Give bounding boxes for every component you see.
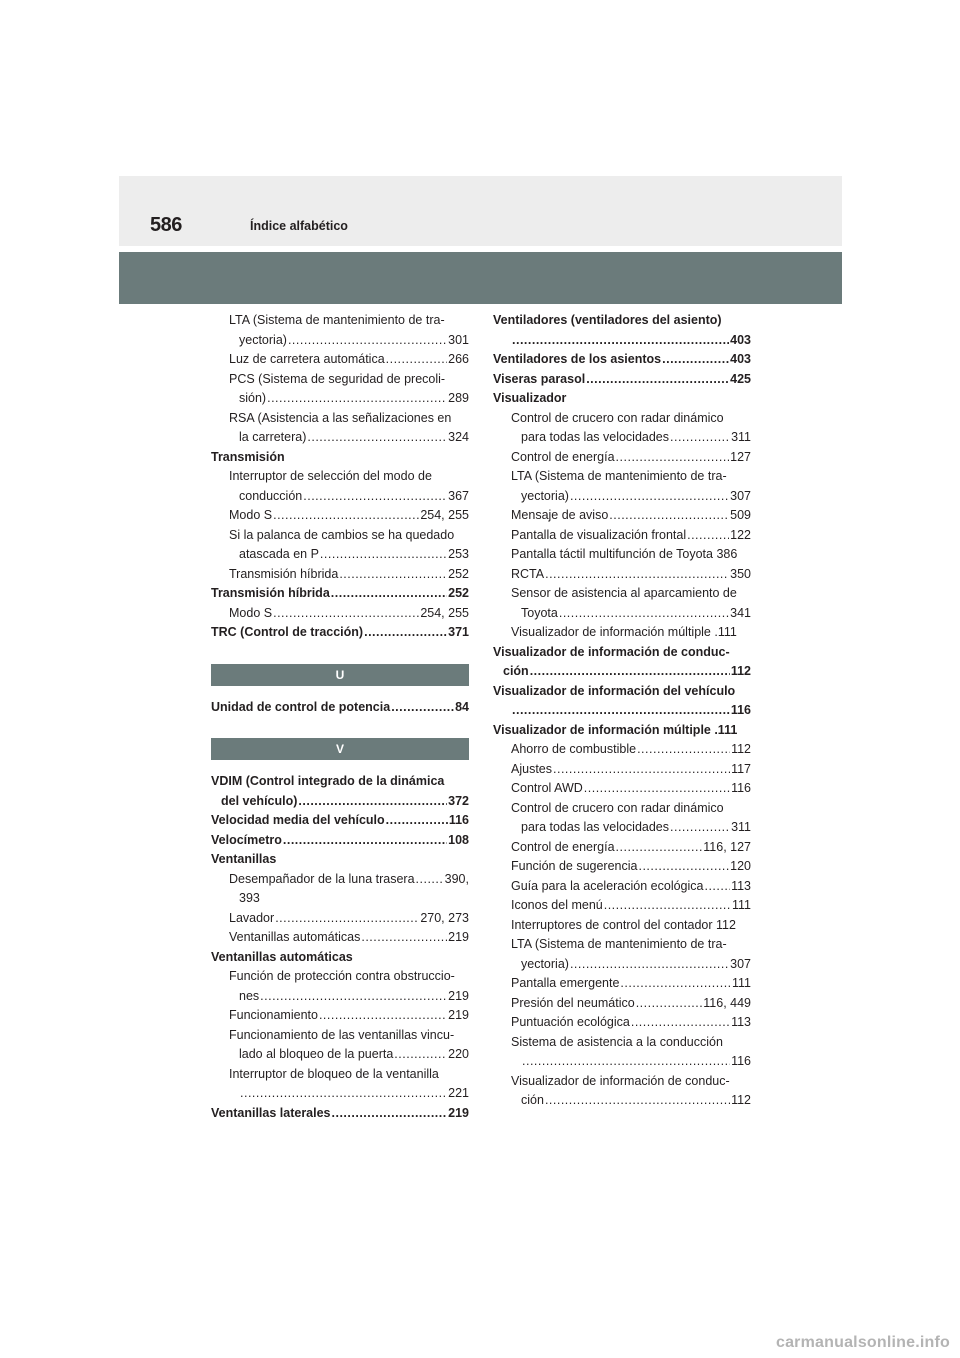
index-entry: Visualizador de información del vehículo: [493, 683, 736, 698]
entry-text: RCTA: [511, 566, 545, 581]
dot-leader: [636, 994, 703, 1014]
entry-page: 116: [731, 781, 751, 795]
dot-leader: [704, 877, 730, 897]
dot-leader: [637, 740, 730, 760]
dot-leader: [662, 350, 729, 370]
entry-text: Control de energía: [511, 449, 615, 464]
dot-leader: [361, 928, 447, 948]
entry-text: Control AWD: [511, 781, 583, 795]
entry-page: 266: [448, 352, 469, 366]
index-entry: [493, 1091, 751, 1111]
entry-page: 111: [731, 976, 751, 990]
dot-leader: [240, 1084, 447, 1104]
index-entry: Si la palanca de cambios se ha quedado: [229, 527, 455, 542]
entry-text: Unidad de control de potencia: [211, 699, 391, 714]
index-entry: [211, 1045, 469, 1065]
entry-page: 219: [448, 1008, 469, 1022]
dot-leader: [288, 331, 447, 351]
index-entry: [493, 857, 751, 877]
index-column-right: [493, 311, 751, 1111]
entry-text: yectoria): [521, 488, 569, 503]
dot-leader: [307, 428, 447, 448]
entry-text: Control de energía: [511, 839, 615, 854]
index-entry: [211, 811, 469, 831]
index-entry: Ventanillas: [211, 852, 277, 866]
entry-text: Ventiladores de los asientos: [493, 352, 662, 366]
dot-leader: [267, 389, 447, 409]
index-entry: Visualizador de información múltiple .111: [511, 625, 737, 639]
index-entry: Función de protección contra obstruccio-: [229, 969, 455, 983]
index-entry: [493, 877, 751, 897]
index-entry: [493, 662, 751, 682]
index-entry: [211, 506, 469, 526]
entry-text: conducción: [239, 488, 303, 503]
entry-text: yectoria): [239, 332, 287, 347]
dot-leader: [530, 662, 730, 682]
index-entry: [211, 487, 469, 507]
entry-text: ción: [503, 664, 529, 678]
entry-text: nes: [239, 988, 260, 1003]
index-entry: [493, 370, 751, 390]
dot-leader: [687, 526, 729, 546]
index-entry: [211, 698, 469, 718]
index-entry: Transmisión: [211, 449, 285, 464]
entry-page: 307: [730, 488, 751, 503]
index-entry: [493, 526, 751, 546]
entry-page: 425: [730, 371, 751, 386]
index-entry: [493, 818, 751, 838]
dot-leader: [545, 1091, 730, 1111]
index-entry: [211, 1104, 469, 1124]
index-entry: [493, 448, 751, 468]
entry-text: Iconos del menú: [511, 898, 603, 912]
entry-page: 111: [731, 898, 751, 912]
dot-leader: [273, 604, 419, 624]
watermark: carmanualsonline.info: [775, 1334, 950, 1351]
page-number: 586: [150, 214, 182, 236]
index-entry: LTA (Sistema de mantenimiento de tra-: [511, 469, 727, 483]
index-entry: [493, 701, 751, 721]
entry-page: 219: [448, 1105, 469, 1120]
index-entry: VDIM (Control integrado de la dinámica: [211, 774, 445, 788]
entry-page: 252: [448, 566, 469, 581]
entry-page: 116, 449: [703, 995, 751, 1010]
entry-text: Ahorro de combustible: [511, 742, 637, 756]
dot-leader: [331, 584, 447, 604]
entry-text: TRC (Control de tracción): [211, 625, 364, 639]
entry-text: Modo S: [229, 605, 273, 620]
dot-leader: [386, 350, 448, 370]
index-entry: [493, 506, 751, 526]
index-entry: LTA (Sistema de mantenimiento de tra-: [229, 313, 445, 327]
entry-page: 253: [448, 547, 469, 561]
dot-leader: [320, 545, 447, 565]
dot-leader: [616, 838, 703, 858]
dot-leader: [570, 955, 729, 975]
entry-page: 113: [731, 1015, 751, 1029]
index-entry: [493, 740, 751, 760]
index-entry: Funcionamiento de las ventanillas vincu-: [229, 1027, 455, 1042]
index-entry: Ventanillas automáticas: [211, 949, 353, 964]
dot-leader: [283, 831, 447, 851]
index-entry: Sistema de asistencia a la conducción: [511, 1034, 723, 1049]
dot-leader: [638, 857, 729, 877]
dot-leader: [522, 1052, 730, 1072]
index-entry: [211, 623, 469, 643]
dot-leader: [298, 792, 447, 812]
entry-page: 127: [730, 449, 751, 464]
entry-text: Guía para la aceleración ecológica: [511, 878, 704, 893]
index-entry: [211, 565, 469, 585]
dot-leader: [604, 896, 731, 916]
index-entry: [493, 955, 751, 975]
entry-page: 289: [448, 391, 469, 405]
dot-leader: [394, 1045, 447, 1065]
entry-page: 301: [448, 332, 469, 347]
index-entry: [493, 994, 751, 1014]
index-entry: Visualizador de información de conduc-: [493, 644, 730, 659]
index-entry: [493, 331, 751, 351]
dot-leader: [339, 565, 447, 585]
index-entry: Control de crucero con radar dinámico: [511, 800, 724, 815]
dot-leader: [570, 487, 729, 507]
entry-page: 311: [731, 820, 751, 834]
entry-text: del vehículo): [221, 793, 298, 808]
entry-page: 113: [731, 878, 751, 893]
entry-text: Pantalla de visualización frontal: [511, 527, 687, 542]
index-entry: Interruptor de bloqueo de la ventanilla: [229, 1066, 439, 1081]
dot-leader: [332, 1104, 448, 1124]
entry-page: 221: [448, 1086, 469, 1100]
index-entry: [493, 779, 751, 799]
entry-text: Modo S: [229, 508, 273, 522]
entry-page: 120: [730, 859, 751, 873]
dot-leader: [616, 448, 730, 468]
entry-page: 403: [730, 352, 751, 366]
dot-leader: [584, 779, 730, 799]
entry-text: Luz de carretera automática: [229, 352, 385, 366]
index-column-left: [211, 311, 469, 1123]
entry-page: 341: [730, 605, 751, 620]
page-title: Índice alfabético: [250, 219, 348, 233]
dot-leader: [586, 370, 729, 390]
index-entry: [211, 584, 469, 604]
dot-leader: [559, 604, 729, 624]
index-entry: [493, 487, 751, 507]
index-entry: [211, 987, 469, 1007]
entry-text: Viseras parasol: [493, 371, 586, 386]
entry-page: 84: [455, 699, 469, 714]
index-entry: [211, 604, 469, 624]
entry-page: 116: [731, 1054, 751, 1068]
index-entry: [211, 1084, 469, 1104]
index-entry: [493, 760, 751, 780]
index-entry: LTA (Sistema de mantenimiento de tra-: [511, 937, 727, 951]
dot-leader: [273, 506, 419, 526]
header-band: [119, 176, 842, 246]
entry-page: 403: [730, 332, 751, 347]
entry-text: Puntuación ecológica: [511, 1015, 630, 1029]
entry-text: Transmisión híbrida: [229, 566, 339, 581]
dot-leader: [553, 760, 730, 780]
index-entry: [493, 565, 751, 585]
index-entry: Visualizador: [493, 391, 567, 405]
entry-text: Funcionamiento: [229, 1008, 318, 1022]
entry-page: 117: [731, 761, 751, 776]
index-entry: [493, 896, 751, 916]
dot-leader: [275, 909, 419, 929]
entry-page: 254, 255: [420, 605, 469, 620]
entry-page: 254, 255: [420, 508, 469, 522]
dot-leader: [391, 698, 454, 718]
entry-text: Velocidad media del vehículo: [211, 813, 385, 827]
entry-text: Pantalla emergente: [511, 976, 620, 990]
entry-text: Mensaje de aviso: [511, 508, 609, 522]
dot-leader: [609, 506, 729, 526]
index-entry: Visualizador de información múltiple .111: [493, 722, 738, 737]
entry-text: Lavador: [229, 910, 275, 925]
dot-leader: [670, 428, 730, 448]
index-entry: [211, 428, 469, 448]
entry-text: Función de sugerencia: [511, 859, 638, 873]
entry-page: 122: [730, 527, 751, 542]
dot-leader: [512, 331, 729, 351]
entry-text: Toyota: [521, 605, 558, 620]
index-entry: [211, 909, 469, 929]
index-entry: Ventiladores (ventiladores del asiento): [493, 313, 722, 327]
index-entry: 393: [239, 891, 260, 905]
index-entry: Sensor de asistencia al aparcamiento de: [511, 586, 737, 600]
index-entry: [211, 331, 469, 351]
entry-page: 270, 273: [420, 910, 469, 925]
index-entry: [211, 1006, 469, 1026]
entry-page: 350: [730, 566, 751, 581]
index-entry: Pantalla táctil multifunción de Toyota 386: [511, 547, 738, 561]
entry-text: Ventanillas automáticas: [229, 930, 361, 944]
index-entry: [211, 831, 469, 851]
entry-page: 116: [730, 703, 751, 717]
index-entry: [493, 350, 751, 370]
index-entry: Visualizador de información de conduc-: [511, 1073, 730, 1088]
entry-text: Presión del neumático: [511, 995, 635, 1010]
index-entry: [493, 1052, 751, 1072]
index-entry: [211, 870, 469, 890]
entry-text: ción: [521, 1093, 544, 1107]
entry-text: Desempañador de la luna trasera: [229, 871, 415, 886]
dot-leader: [303, 487, 447, 507]
entry-page: 219: [448, 930, 469, 944]
index-entry: RSA (Asistencia a las señalizaciones en: [229, 410, 452, 425]
entry-page: 108: [448, 832, 469, 847]
index-entry: [493, 1013, 751, 1033]
index-entry: [493, 974, 751, 994]
entry-text: atascada en P: [239, 547, 319, 561]
index-entry: Control de crucero con radar dinámico: [511, 410, 724, 425]
header-dark-band: [119, 252, 842, 304]
entry-text: Velocímetro: [211, 832, 282, 847]
dot-leader: [512, 701, 730, 721]
dot-leader: [620, 974, 731, 994]
dot-leader: [631, 1013, 730, 1033]
entry-text: sión): [239, 391, 267, 405]
entry-page: 390,: [444, 871, 469, 886]
entry-text: Ajustes: [511, 761, 552, 776]
entry-page: 324: [448, 430, 469, 444]
entry-text: para todas las velocidades: [521, 430, 670, 444]
dot-leader: [670, 818, 730, 838]
section-header-v: V: [211, 738, 469, 760]
entry-page: 112: [731, 1093, 751, 1107]
dot-leader: [319, 1006, 447, 1026]
entry-page: 219: [448, 988, 469, 1003]
entry-page: 220: [448, 1047, 469, 1061]
entry-text: la carretera): [239, 430, 307, 444]
entry-page: 509: [730, 508, 751, 522]
entry-page: 311: [731, 430, 751, 444]
index-entry: [493, 838, 751, 858]
index-entry: PCS (Sistema de seguridad de precoli-: [229, 371, 446, 386]
dot-leader: [416, 870, 444, 890]
dot-leader: [364, 623, 447, 643]
index-entry: [211, 389, 469, 409]
entry-page: 252: [448, 586, 469, 600]
index-entry: [211, 928, 469, 948]
entry-page: 112: [731, 742, 751, 756]
dot-leader: [386, 811, 448, 831]
index-entry: [493, 604, 751, 624]
index-entry: [493, 428, 751, 448]
entry-page: 112: [730, 664, 751, 678]
index-entry: Interruptores de control del contador 112: [511, 917, 736, 932]
entry-page: 372: [448, 793, 469, 808]
entry-text: yectoria): [521, 956, 569, 971]
dot-leader: [545, 565, 729, 585]
index-entry: [211, 792, 469, 812]
index-entry: Interruptor de selección del modo de: [229, 469, 432, 483]
entry-text: Ventanillas laterales: [211, 1105, 331, 1120]
entry-text: Transmisión híbrida: [211, 586, 330, 600]
dot-leader: [260, 987, 447, 1007]
entry-page: 116, 127: [703, 839, 751, 854]
entry-text: para todas las velocidades: [521, 820, 670, 834]
entry-page: 367: [448, 488, 469, 503]
index-entry: [211, 350, 469, 370]
entry-text: lado al bloqueo de la puerta: [239, 1047, 394, 1061]
entry-page: 116: [448, 813, 469, 827]
entry-page: 371: [448, 625, 469, 639]
section-header-u: U: [211, 664, 469, 686]
index-entry: [211, 545, 469, 565]
entry-page: 307: [730, 956, 751, 971]
